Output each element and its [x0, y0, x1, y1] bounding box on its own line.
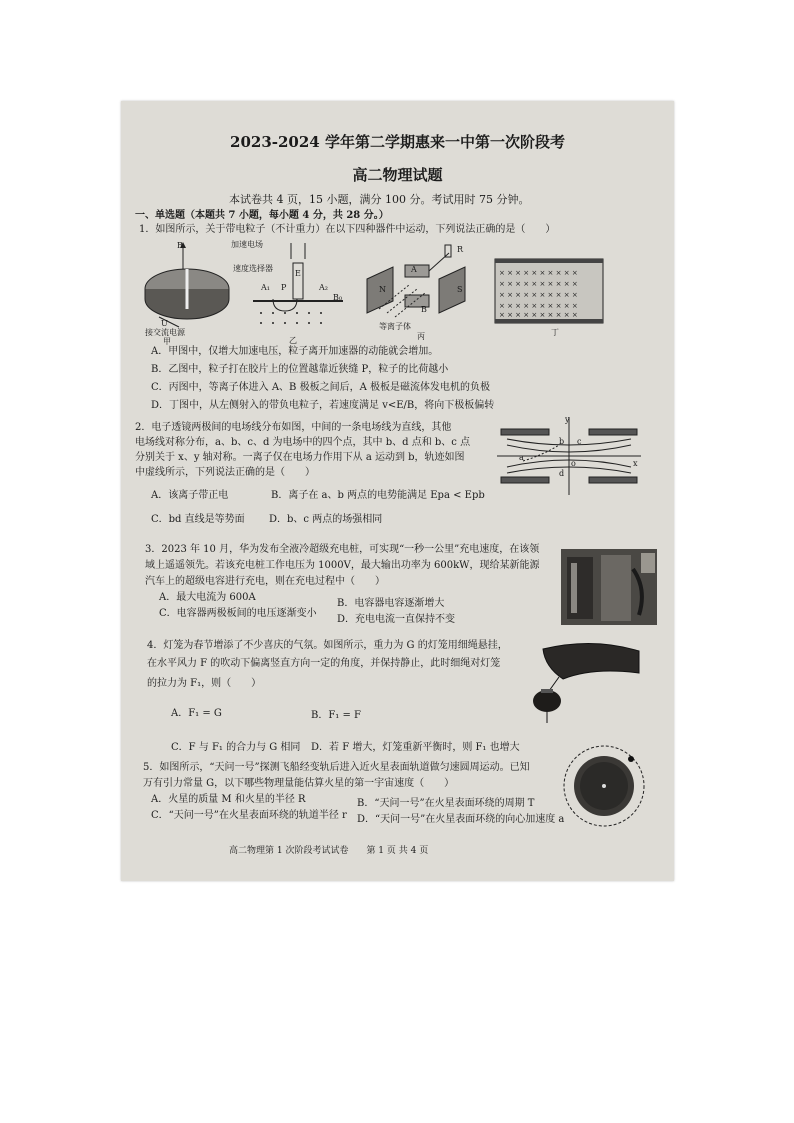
- q4-option-c: C．F 与 F₁ 的合力与 G 相同: [171, 742, 301, 753]
- q5-stem-line-1: 5．如图所示，“天问一号”探测飞船经变轨后进入近火星表面轨道做匀速圆周运动。已知: [143, 762, 530, 773]
- q1-option-c: C．丙图中，等离子体进入 A、B 极板之间后，A 极板是磁流体发电机的负极: [151, 382, 490, 393]
- fig-caption-jia: 甲: [163, 337, 171, 346]
- section-heading: 一、单选题（本题共 7 小题，每小题 4 分，共 28 分。）: [135, 210, 389, 221]
- fig-label-A2: A₂: [319, 283, 328, 292]
- fig-label-N: N: [379, 285, 386, 294]
- fig-label-d: d: [559, 469, 565, 478]
- svg-text:× × × × × × × × × ×: × × × × × × × × × ×: [499, 291, 578, 299]
- q5-option-c: C．“天问一号”在火星表面环绕的轨道半径 r: [151, 810, 347, 821]
- cyclotron-figure: [139, 239, 234, 334]
- q2-option-d: D．b、c 两点的场强相同: [269, 514, 383, 525]
- q2-stem-line-1: 2．电子透镜两极间的电场线分布如图，中间的一条电场线为直线，其他: [135, 422, 452, 433]
- svg-text:× × × × × × × × × ×: × × × × × × × × × ×: [499, 269, 578, 277]
- fig-label-b: b: [559, 437, 565, 446]
- q5-option-a: A．火星的质量 M 和火星的半径 R: [151, 794, 306, 805]
- q2-option-c: C．bd 直线是等势面: [151, 514, 245, 525]
- mass-spectrometer-figure: [233, 239, 348, 334]
- exam-subtitle: 高二物理试题: [352, 166, 443, 184]
- svg-text:× × × × × × × × × ×: × × × × × × × × × ×: [499, 311, 578, 319]
- fig-caption-bing: 丙: [417, 332, 425, 341]
- fig-label-U: U: [161, 319, 168, 328]
- fig-caption-ding: 丁: [551, 328, 559, 337]
- q4-option-b: B．F₁ = F: [311, 710, 361, 721]
- fig-label-A1: A₁: [261, 283, 270, 292]
- q3-stem-line-2: 域上遥遥领先。若该充电桩工作电压为 1000V，最大输出功率为 600kW，现给某新能源: [145, 560, 540, 571]
- q5-option-d: D．“天问一号”在火星表面环绕的向心加速度 a: [357, 814, 565, 825]
- fig-label-x: x: [633, 459, 638, 468]
- q1-stem: 1．如图所示，关于带电粒子（不计重力）在以下四种器件中运动，下列说法正确的是（ ）: [139, 224, 556, 235]
- fig-label-B: B: [177, 241, 183, 250]
- fig-label-c: c: [577, 437, 582, 446]
- fig-label-E: E: [295, 269, 301, 278]
- q4-stem-line-3: 的拉力为 F₁，则（ ）: [147, 678, 262, 689]
- q2-stem-line-2: 电场线对称分布，a、b、c、d 为电场中的四个点，其中 b、d 点和 b、c 点: [135, 437, 471, 448]
- q1-option-b: B．乙图中，粒子打在胶片上的位置越靠近狭缝 P，粒子的比荷越小: [151, 364, 449, 375]
- fig-label-o: o: [571, 459, 576, 468]
- q4-stem-line-1: 4．灯笼为春节增添了不少喜庆的气氛。如图所示，重力为 G 的灯笼用细绳悬挂，: [147, 640, 508, 651]
- svg-text:× × × × × × × × × ×: × × × × × × × × × ×: [499, 302, 578, 310]
- fig-label-a: a: [519, 453, 524, 462]
- fig-label-B0: B₀: [333, 293, 343, 302]
- velocity-selector-figure: [493, 257, 605, 325]
- page-footer: 高二物理第 1 次阶段考试试卷 第 1 页 共 4 页: [229, 846, 429, 856]
- electron-lens-figure: [493, 415, 643, 497]
- q3-option-b: B．电容器电容逐渐增大: [337, 598, 445, 609]
- exam-title: 2023-2024 学年第二学期惠来一中第一次阶段考: [230, 133, 565, 151]
- fig-label-y: y: [565, 415, 570, 424]
- q3-stem-line-1: 3．2023 年 10 月，华为发布全液冷超级充电桩，可实现“一秒一公里”充电速度，在该领: [145, 544, 540, 555]
- ac-power-label: 接交流电源: [145, 328, 185, 337]
- velocity-selector-label: 速度选择器: [233, 264, 273, 273]
- q2-stem-line-3: 分别关于 x、y 轴对称。一离子仅在电场力作用下从 a 运动到 b，轨迹如图: [135, 452, 465, 463]
- fig-label-P: P: [281, 283, 287, 292]
- q3-option-c: C．电容器两极板间的电压逐渐变小: [159, 608, 317, 619]
- charging-station-photo: [561, 549, 657, 625]
- mars-orbit-figure: [561, 743, 647, 829]
- q4-stem-line-2: 在水平风力 F 的吹动下偏离竖直方向一定的角度，并保持静止，此时细绳对灯笼: [147, 658, 501, 669]
- exam-info: 本试卷共 4 页，15 小题，满分 100 分。考试用时 75 分钟。: [229, 193, 530, 206]
- fig-caption-yi: 乙: [289, 336, 297, 345]
- q1-option-a: A．甲图中，仅增大加速电压，粒子离开加速器的动能就会增加。: [151, 346, 439, 357]
- accel-field-label: 加速电场: [231, 240, 263, 249]
- lantern-figure: [523, 637, 643, 727]
- fig-label-S: S: [457, 285, 463, 294]
- q4-option-d: D．若 F 增大，灯笼重新平衡时，则 F₁ 也增大: [311, 742, 520, 753]
- exam-page: [121, 101, 674, 881]
- q5-stem-line-2: 万有引力常量 G，以下哪些物理量能估算火星的第一宇宙速度（ ）: [143, 778, 455, 789]
- svg-text:× × × × × × × × × ×: × × × × × × × × × ×: [499, 280, 578, 288]
- fig-label-B-plate: B: [421, 305, 427, 314]
- q1-option-d: D．丁图中，从左侧射入的带负电粒子，若速度满足 v<E/B，将向下极板偏转: [151, 400, 495, 411]
- q2-option-a: A．该离子带正电: [151, 490, 229, 501]
- fig-label-A: A: [411, 265, 417, 274]
- q3-option-d: D．充电电流一直保持不变: [337, 614, 456, 625]
- q3-option-a: A．最大电流为 600A: [159, 592, 256, 603]
- q5-option-b: B．“天问一号”在火星表面环绕的周期 T: [357, 798, 535, 809]
- q4-option-a: A．F₁ = G: [171, 708, 222, 719]
- fig-label-R: R: [457, 245, 464, 254]
- plasma-label: 等离子体: [379, 322, 411, 331]
- q2-option-b: B．离子在 a、b 两点的电势能满足 Epa < Epb: [271, 490, 485, 501]
- q3-stem-line-3: 汽车上的超级电容进行充电，则在充电过程中（ ）: [145, 576, 385, 587]
- q2-stem-line-4: 中虚线所示，下列说法正确的是（ ）: [135, 467, 315, 478]
